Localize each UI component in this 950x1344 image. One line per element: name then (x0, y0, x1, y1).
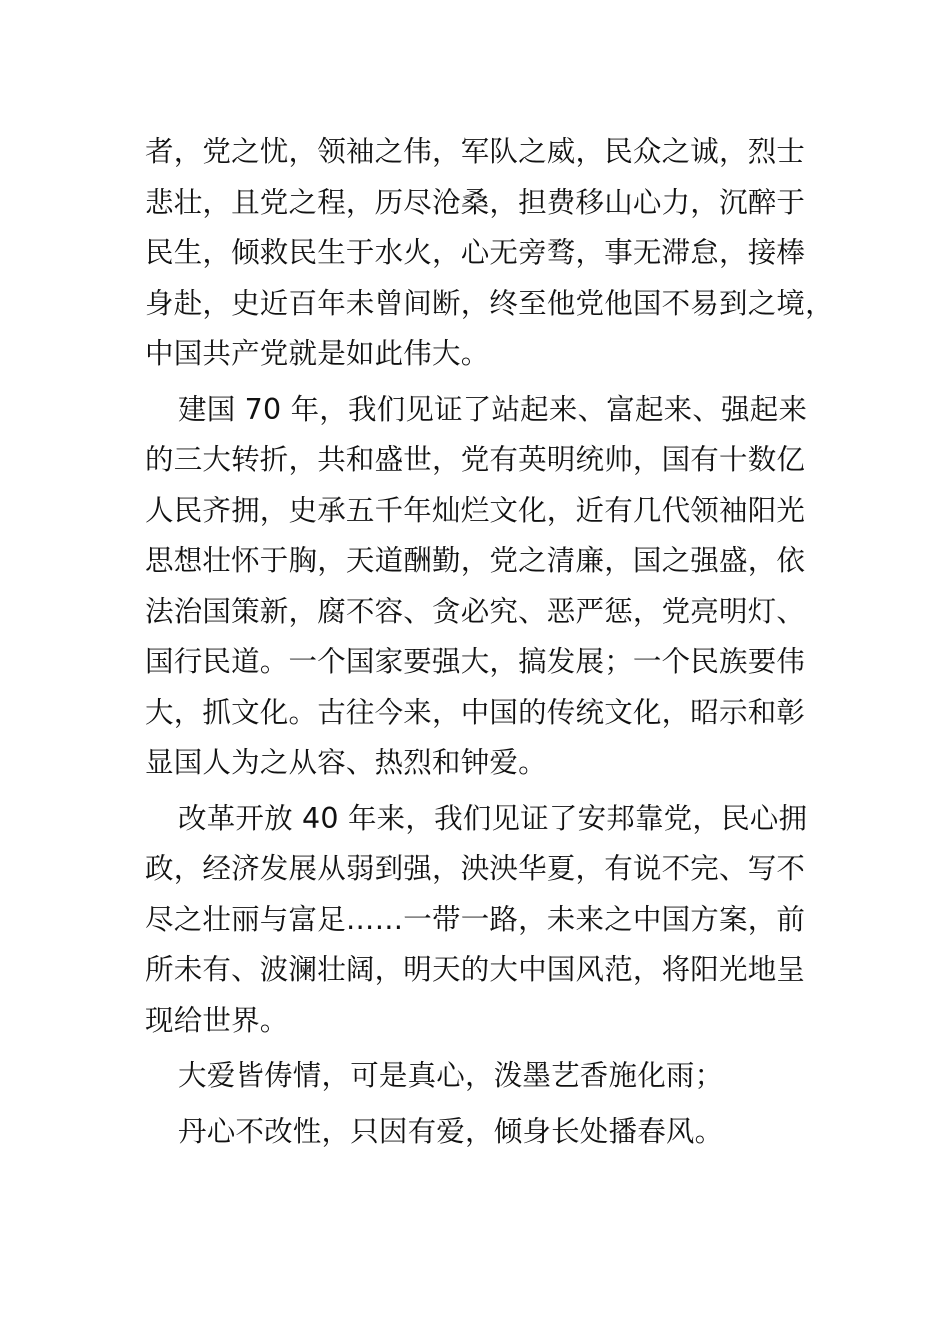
paragraph-3 (145, 794, 815, 1047)
text-line: 大，抓文化。古往今来，中国的传统文化，昭示和彰 (145, 695, 806, 729)
text-line: 思想壮怀于胸，天道酬勤，党之清廉，国之强盛，依 (145, 544, 806, 577)
text-line: 中国共产党就是如此伟大。 (145, 337, 490, 370)
text-line: 民生，倾救民生于水火，心无旁骛，事无滞怠，接棒 (145, 236, 806, 269)
text-line: 丹心不改性，只因有爱，倾身长处播春风。 (178, 1114, 724, 1148)
text-line: 者，党之忧，领袖之伟，军队之威，民众之诚，烈士 (145, 135, 806, 168)
text-line: 法治国策新，腐不容、贪必究、恶严惩，党亮明灯、 (145, 594, 806, 628)
text-line: 的三大转折，共和盛世，党有英明统帅，国有十数亿 (145, 443, 806, 476)
text-line: 国行民道。一个国家要强大，搞发展；一个民族要伟 (145, 645, 806, 678)
paragraph-1 (145, 127, 834, 380)
paragraph-4 (145, 1051, 815, 1102)
paragraph-2 (145, 385, 815, 789)
text-line: 人民齐拥，史承五千年灿烂文化，近有几代领袖阳光 (145, 493, 806, 527)
text-line: 悲壮，且党之程，历尽沧桑，担费移山心力，沉醉于 (145, 185, 806, 219)
text-line: 尽之壮丽与富足……一带一路，未来之中国方案，前 (145, 902, 806, 936)
text-line: 建国 70 年，我们见证了站起来、富起来、强起来 (178, 392, 808, 426)
text-line: 改革开放 40 年来，我们见证了安邦靠党，民心拥 (178, 801, 808, 835)
text-line: 所未有、波澜壮阔，明天的大中国风范，将阳光地呈 (145, 953, 806, 986)
text-line: 显国人为之从容、热烈和钟爱。 (145, 746, 547, 779)
text-line: 大爱皆俦情，可是真心，泼墨艺香施化雨； (178, 1059, 724, 1092)
text-line: 现给世界。 (145, 1003, 289, 1037)
text-line: 政，经济发展从弱到强，泱泱华夏，有说不完、写不 (145, 852, 806, 885)
document-body (145, 127, 834, 1162)
paragraph-5 (145, 1107, 815, 1158)
text-line: 身赴，史近百年未曾间断，终至他党他国不易到之境， (145, 286, 834, 320)
